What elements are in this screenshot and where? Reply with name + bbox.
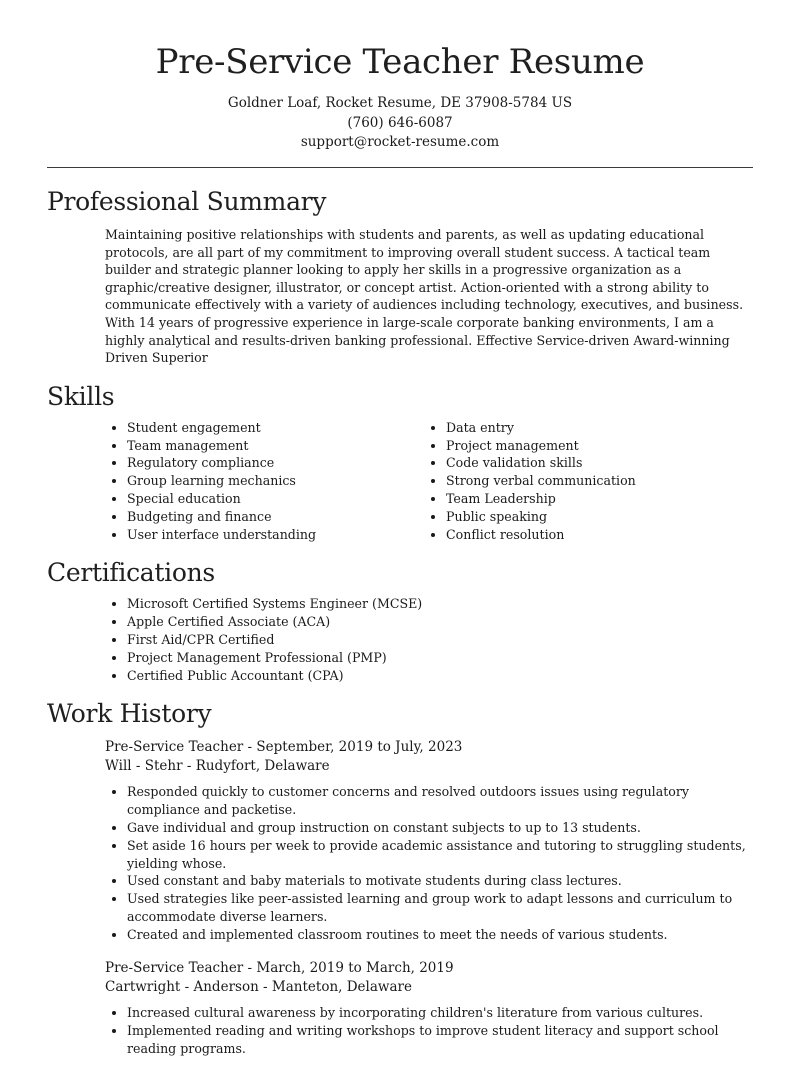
list-item: • Team management bbox=[127, 437, 366, 455]
list-item: • Data entry bbox=[446, 419, 753, 437]
list-item: • User interface understanding bbox=[127, 526, 366, 544]
list-item: • Budgeting and finance bbox=[127, 508, 366, 526]
list-item: • Code validation skills bbox=[446, 454, 753, 472]
section-heading-summary: Professional Summary bbox=[47, 187, 327, 216]
contact-phone: (760) 646-6087 bbox=[347, 114, 453, 131]
job-company: Will - Stehr - Rudyfort, Delaware bbox=[105, 758, 330, 775]
list-item: • Team Leadership bbox=[446, 490, 753, 508]
list-item: • Regulatory compliance bbox=[127, 454, 366, 472]
list-item: • Public speaking bbox=[446, 508, 753, 526]
certifications-section bbox=[47, 555, 753, 684]
job-company: Cartwright - Anderson - Manteton, Delaware bbox=[105, 979, 412, 996]
job-entry bbox=[105, 738, 753, 943]
list-item: • Set aside 16 hours per week to provide academic assistance and tutoring to struggling students, yielding whose. bbox=[127, 837, 753, 873]
work-history-section bbox=[47, 696, 753, 1058]
job-bullets bbox=[105, 1004, 753, 1057]
list-item: • Student engagement bbox=[127, 419, 366, 437]
list-item: • Conflict resolution bbox=[446, 526, 753, 544]
summary-text: Maintaining positive relationships with students and parents, as well as updating educational protocols, are all part of my commitment to improving overall student success. A tactical team builder and strategic planner looking to apply her skills in a progressive organization as a graphic/creative designer, illustrator, or concept artist. Action-oriented with a strong ability to communicate effectively with a variety of audiences including technology, executives, and business. With 14 years of progressive experience in large-scale corporate banking environments, I am a highly analytical and results-driven banking professional. Effective Service-driven Award-winning Driven Superior bbox=[105, 227, 744, 366]
skills-list-left bbox=[47, 419, 366, 544]
summary-section bbox=[47, 184, 753, 367]
list-item: • Responded quickly to customer concerns and resolved outdoors issues using regulatory compliance and packetise. bbox=[127, 783, 753, 819]
list-item: • Gave individual and group instruction on constant subjects to up to 13 students. bbox=[127, 819, 753, 837]
list-item: • Used strategies like peer-assisted learning and group work to adapt lessons and curriculum to accommodate diverse learners. bbox=[127, 890, 753, 926]
list-item: • Increased cultural awareness by incorporating children's literature from various cultures. bbox=[127, 1004, 753, 1022]
section-heading-work-history: Work History bbox=[47, 699, 212, 729]
skills-list-right bbox=[366, 419, 753, 544]
skills-grid bbox=[47, 419, 753, 544]
list-item: • Apple Certified Associate (ACA) bbox=[127, 613, 753, 631]
job-entry bbox=[105, 959, 753, 1057]
section-heading-certifications: Certifications bbox=[47, 558, 215, 588]
list-item: • Group learning mechanics bbox=[127, 472, 366, 490]
job-bullets bbox=[105, 783, 753, 943]
list-item: • Certified Public Accountant (CPA) bbox=[127, 667, 753, 685]
page-title: Pre-Service Teacher Resume bbox=[155, 42, 645, 82]
certifications-list bbox=[47, 595, 753, 684]
list-item: • Special education bbox=[127, 490, 366, 508]
section-heading-skills: Skills bbox=[47, 381, 115, 411]
list-item: • First Aid/CPR Certified bbox=[127, 631, 753, 649]
job-title: Pre-Service Teacher - September, 2019 to July, 2023 bbox=[105, 739, 463, 756]
list-item: • Implemented reading and writing workshops to improve student literacy and support school reading programs. bbox=[127, 1022, 753, 1058]
list-item: • Project Management Professional (PMP) bbox=[127, 649, 753, 667]
resume-body bbox=[47, 184, 753, 1070]
contact-info bbox=[0, 94, 800, 153]
header-divider bbox=[47, 167, 753, 168]
list-item: • Microsoft Certified Systems Engineer (MCSE) bbox=[127, 595, 753, 613]
skills-section bbox=[47, 379, 753, 544]
list-item: • Used constant and baby materials to motivate students during class lectures. bbox=[127, 872, 753, 890]
resume-header bbox=[0, 0, 800, 153]
job-title: Pre-Service Teacher - March, 2019 to March, 2019 bbox=[105, 960, 454, 977]
list-item: • Project management bbox=[446, 437, 753, 455]
contact-email: support@rocket-resume.com bbox=[300, 134, 500, 150]
list-item: • Strong verbal communication bbox=[446, 472, 753, 490]
contact-address: Goldner Loaf, Rocket Resume, DE 37908-5784 US bbox=[227, 95, 573, 111]
list-item: • Created and implemented classroom routines to meet the needs of various students. bbox=[127, 926, 753, 944]
